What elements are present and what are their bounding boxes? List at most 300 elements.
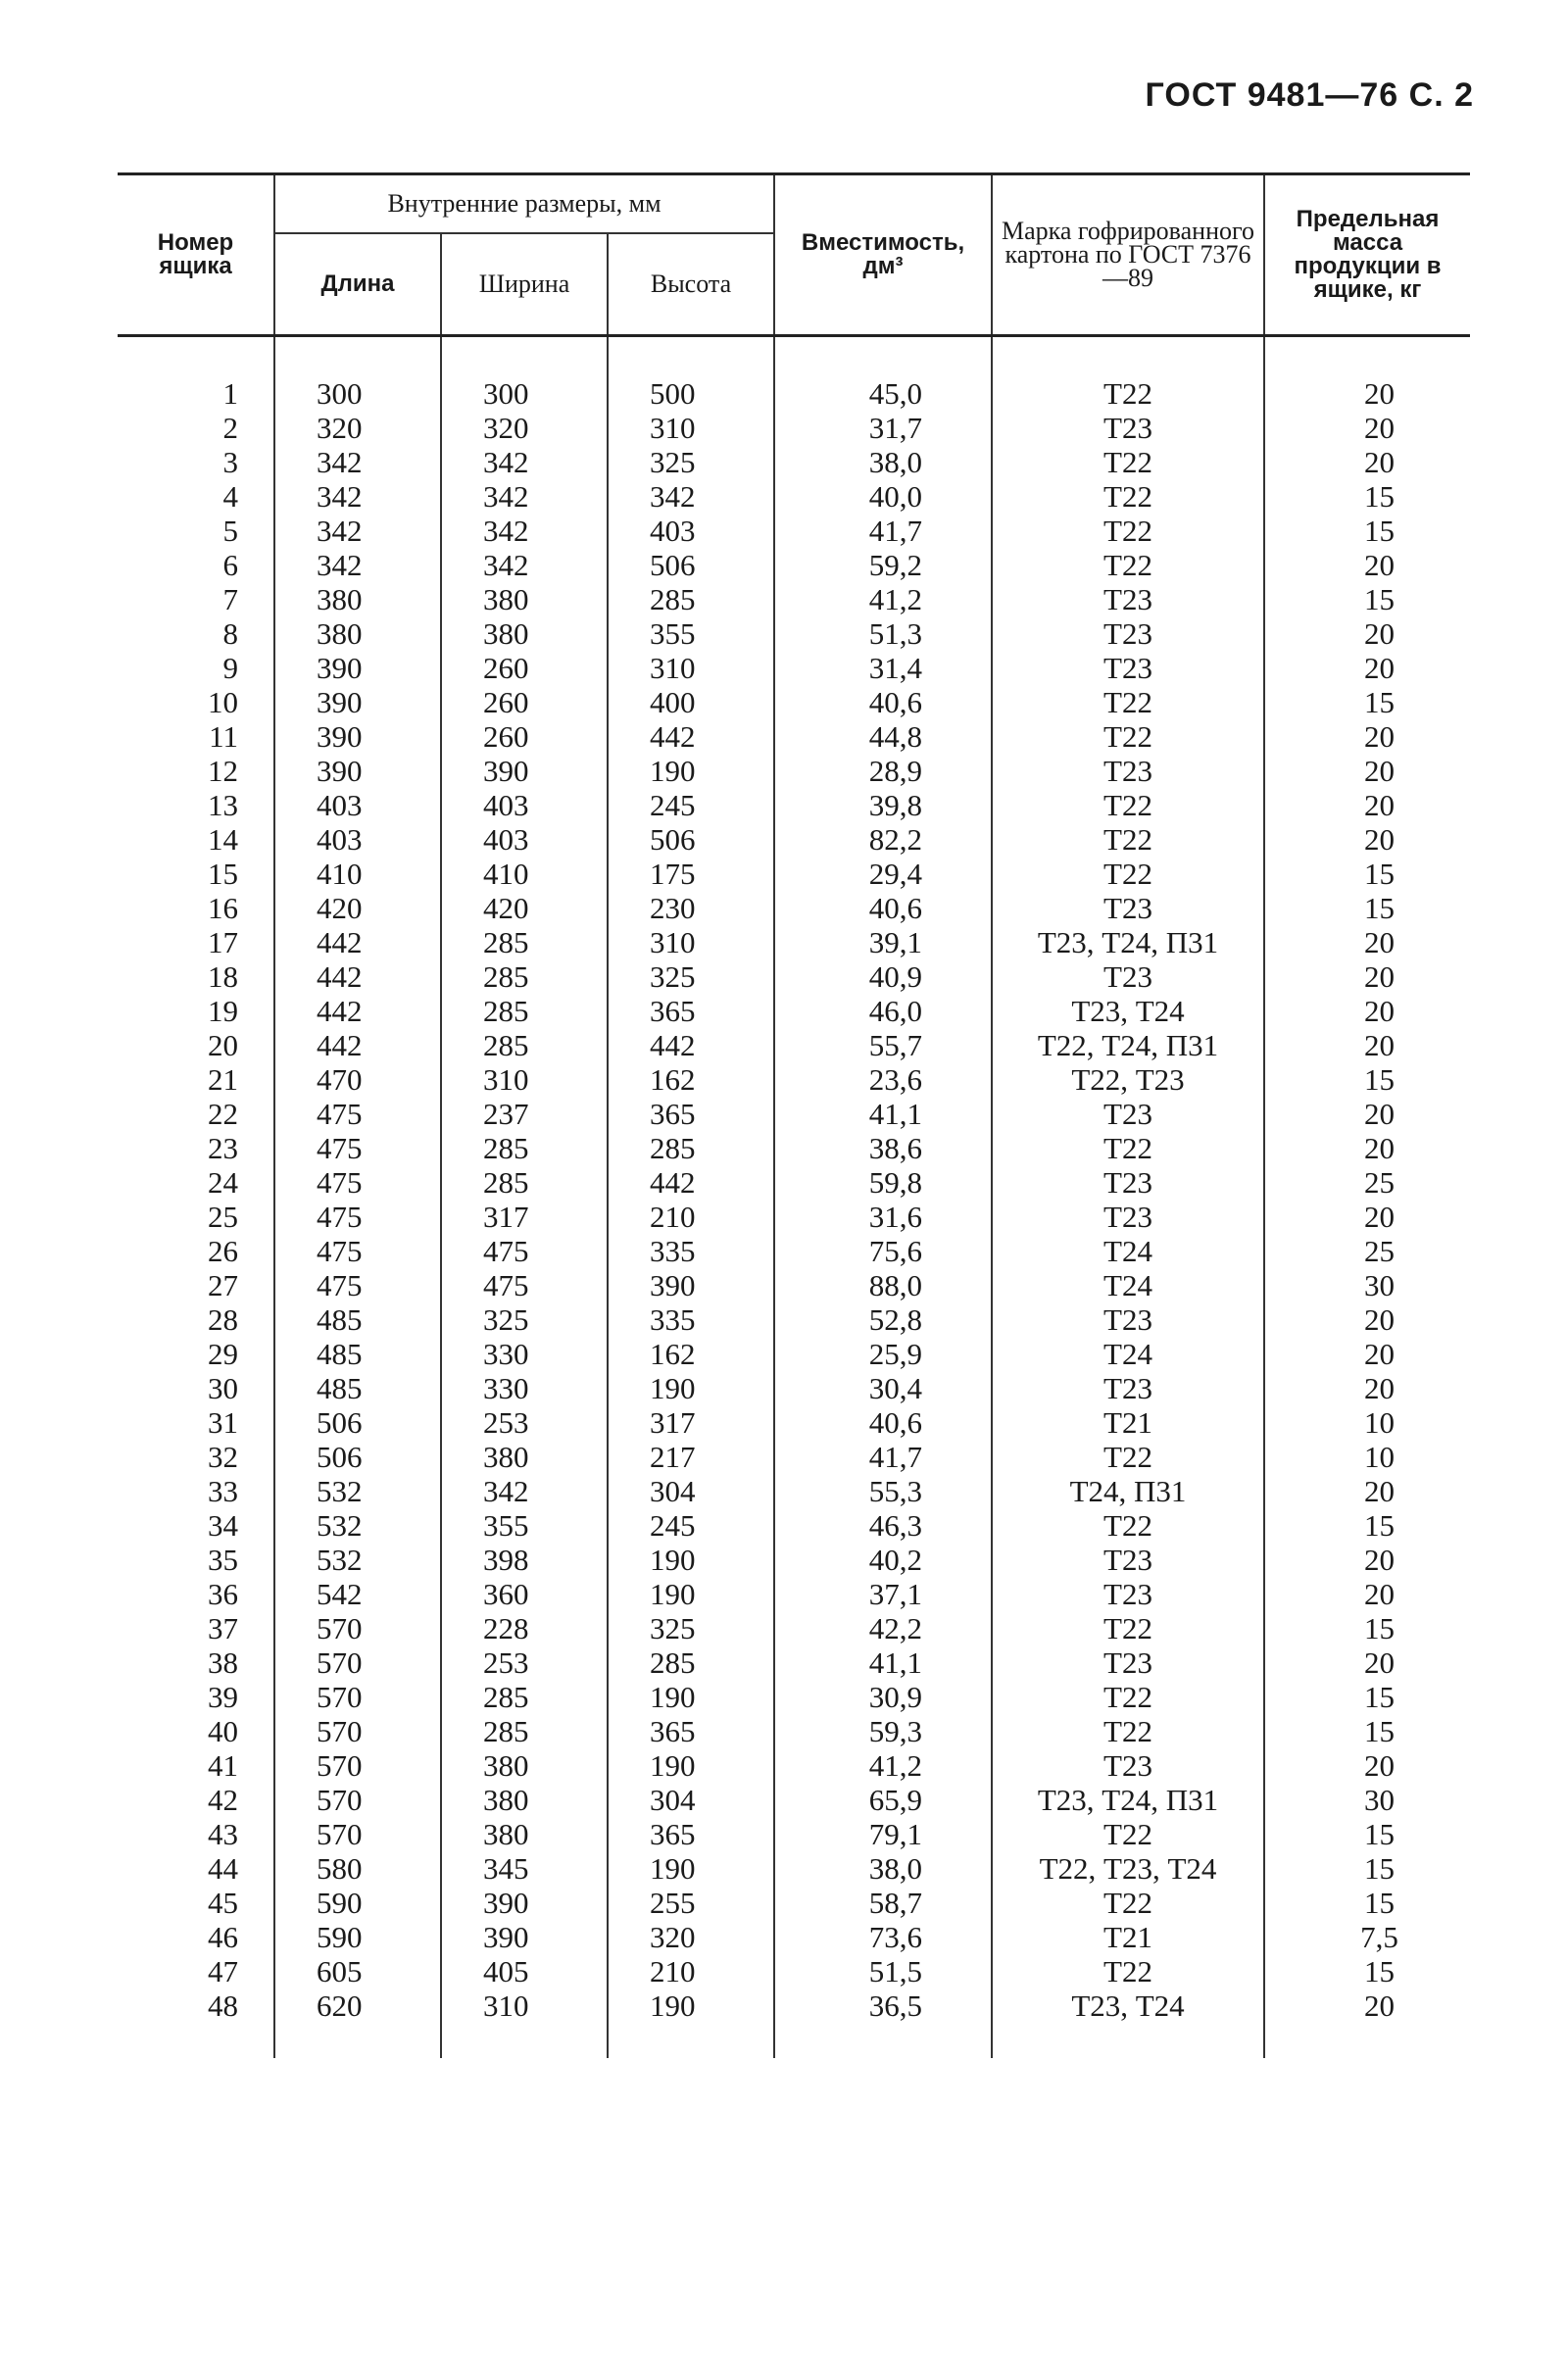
cell-box-number: 42	[208, 1783, 238, 1817]
cell-box-number: 16	[208, 891, 238, 925]
cell-max-mass: 10	[1264, 1405, 1470, 1440]
cell-box-number: 37	[208, 1611, 238, 1645]
header-max-mass: Предельная масса продукции в ящике, кг	[1264, 174, 1470, 336]
cell-width: 410	[441, 857, 608, 891]
cell-height: 325	[608, 959, 774, 994]
cell-width: 342	[441, 1474, 608, 1508]
cell-box-number: 17	[208, 925, 238, 959]
cell-capacity: 44,8	[774, 719, 992, 754]
cell-height: 310	[608, 651, 774, 685]
cell-width: 237	[441, 1097, 608, 1131]
cell-capacity: 28,9	[774, 754, 992, 788]
cell-board-grade: Т23	[992, 1165, 1264, 1200]
cell-height: 210	[608, 1200, 774, 1234]
cell-height: 325	[608, 445, 774, 479]
cell-width: 390	[441, 754, 608, 788]
cell-board-grade: Т22	[992, 788, 1264, 822]
cell-height: 245	[608, 1508, 774, 1543]
cell-max-mass: 20	[1264, 616, 1470, 651]
cell-max-mass: 20	[1264, 376, 1470, 411]
cell-board-grade: Т22	[992, 719, 1264, 754]
cell-box-number: 41	[208, 1748, 238, 1783]
cell-capacity: 30,4	[774, 1371, 992, 1405]
cell-max-mass: 7,5	[1264, 1920, 1470, 1954]
cell-width: 342	[441, 548, 608, 582]
cell-max-mass: 15	[1264, 1851, 1470, 1886]
table-spacer-row	[118, 336, 1470, 377]
cell-board-grade: Т22, Т23, Т24	[992, 1851, 1264, 1886]
cell-max-mass: 15	[1264, 1508, 1470, 1543]
cell-max-mass: 20	[1264, 925, 1470, 959]
cell-capacity: 31,4	[774, 651, 992, 685]
table-row	[118, 1508, 1470, 1543]
cell-length: 442	[274, 1028, 441, 1062]
cell-height: 442	[608, 1165, 774, 1200]
cell-box-number: 21	[208, 1062, 238, 1097]
table-header	[118, 174, 1470, 336]
cell-length: 342	[274, 514, 441, 548]
header-height: Высота	[608, 233, 774, 336]
cell-box-number: 20	[208, 1028, 238, 1062]
cell-max-mass: 20	[1264, 651, 1470, 685]
cell-board-grade: Т24	[992, 1337, 1264, 1371]
cell-board-grade: Т23	[992, 1577, 1264, 1611]
cell-width: 330	[441, 1371, 608, 1405]
cell-box-number: 36	[208, 1577, 238, 1611]
cell-height: 442	[608, 719, 774, 754]
cell-board-grade: Т22, Т23	[992, 1062, 1264, 1097]
cell-capacity: 23,6	[774, 1062, 992, 1097]
cell-max-mass: 15	[1264, 582, 1470, 616]
cell-width: 285	[441, 994, 608, 1028]
cell-board-grade: Т22	[992, 1886, 1264, 1920]
cell-height: 400	[608, 685, 774, 719]
cell-box-number: 10	[208, 685, 238, 719]
cell-height: 335	[608, 1302, 774, 1337]
cell-height: 245	[608, 788, 774, 822]
cell-board-grade: Т22	[992, 1611, 1264, 1645]
cell-width: 253	[441, 1645, 608, 1680]
cell-height: 190	[608, 1988, 774, 2023]
cell-max-mass: 15	[1264, 685, 1470, 719]
cell-board-grade: Т23	[992, 1645, 1264, 1680]
cell-length: 475	[274, 1131, 441, 1165]
table-row	[118, 1543, 1470, 1577]
table-row	[118, 925, 1470, 959]
cell-capacity: 46,3	[774, 1508, 992, 1543]
cell-capacity: 30,9	[774, 1680, 992, 1714]
table-row	[118, 1405, 1470, 1440]
cell-box-number: 44	[208, 1851, 238, 1886]
cell-board-grade: Т22	[992, 445, 1264, 479]
cell-height: 500	[608, 376, 774, 411]
cell-length: 570	[274, 1611, 441, 1645]
table-row	[118, 479, 1470, 514]
cell-box-number: 7	[222, 582, 238, 616]
cell-board-grade: Т22	[992, 1131, 1264, 1165]
cell-board-grade: Т22	[992, 1508, 1264, 1543]
cell-width: 380	[441, 1748, 608, 1783]
cell-length: 390	[274, 685, 441, 719]
cell-capacity: 41,7	[774, 1440, 992, 1474]
cell-max-mass: 20	[1264, 548, 1470, 582]
cell-max-mass: 15	[1264, 1954, 1470, 1988]
cell-length: 532	[274, 1543, 441, 1577]
cell-length: 403	[274, 788, 441, 822]
table-row	[118, 1817, 1470, 1851]
table-row	[118, 822, 1470, 857]
cell-height: 365	[608, 1097, 774, 1131]
cell-board-grade: Т24	[992, 1234, 1264, 1268]
cell-width: 285	[441, 1680, 608, 1714]
table-row	[118, 1337, 1470, 1371]
cell-capacity: 38,6	[774, 1131, 992, 1165]
cell-height: 365	[608, 1817, 774, 1851]
cell-box-number: 12	[208, 754, 238, 788]
table-row	[118, 376, 1470, 411]
cell-capacity: 40,6	[774, 685, 992, 719]
cell-max-mass: 15	[1264, 479, 1470, 514]
cell-capacity: 65,9	[774, 1783, 992, 1817]
cell-capacity: 41,2	[774, 1748, 992, 1783]
cell-height: 390	[608, 1268, 774, 1302]
cell-width: 310	[441, 1988, 608, 2023]
cell-max-mass: 15	[1264, 891, 1470, 925]
cell-capacity: 75,6	[774, 1234, 992, 1268]
cell-height: 365	[608, 1714, 774, 1748]
cell-board-grade: Т22	[992, 1714, 1264, 1748]
cell-width: 342	[441, 445, 608, 479]
cell-width: 260	[441, 651, 608, 685]
header-box-number: Номер ящика	[157, 229, 234, 279]
header-width: Ширина	[441, 233, 608, 336]
cell-width: 355	[441, 1508, 608, 1543]
cell-max-mass: 20	[1264, 1474, 1470, 1508]
cell-width: 285	[441, 1028, 608, 1062]
cell-width: 390	[441, 1920, 608, 1954]
cell-box-number: 38	[208, 1645, 238, 1680]
table-row	[118, 1783, 1470, 1817]
cell-board-grade: Т23, Т24, П31	[992, 925, 1264, 959]
table-row	[118, 1097, 1470, 1131]
table-row	[118, 651, 1470, 685]
cell-length: 570	[274, 1714, 441, 1748]
cell-height: 442	[608, 1028, 774, 1062]
cell-height: 506	[608, 548, 774, 582]
table-row	[118, 1851, 1470, 1886]
cell-max-mass: 30	[1264, 1268, 1470, 1302]
cell-max-mass: 30	[1264, 1783, 1470, 1817]
cell-capacity: 55,3	[774, 1474, 992, 1508]
cell-board-grade: Т23	[992, 959, 1264, 994]
cell-length: 485	[274, 1302, 441, 1337]
cell-capacity: 51,5	[774, 1954, 992, 1988]
cell-box-number: 24	[208, 1165, 238, 1200]
cell-height: 190	[608, 1748, 774, 1783]
cell-length: 485	[274, 1371, 441, 1405]
cell-width: 285	[441, 959, 608, 994]
cell-board-grade: Т23	[992, 891, 1264, 925]
cell-box-number: 15	[208, 857, 238, 891]
cell-length: 380	[274, 616, 441, 651]
cell-capacity: 40,2	[774, 1543, 992, 1577]
cell-length: 390	[274, 719, 441, 754]
cell-length: 506	[274, 1440, 441, 1474]
cell-capacity: 41,1	[774, 1645, 992, 1680]
cell-length: 390	[274, 651, 441, 685]
cell-height: 190	[608, 1680, 774, 1714]
cell-length: 590	[274, 1920, 441, 1954]
table-body	[118, 336, 1470, 2059]
cell-capacity: 59,8	[774, 1165, 992, 1200]
cell-height: 162	[608, 1062, 774, 1097]
cell-max-mass: 20	[1264, 788, 1470, 822]
table-row	[118, 959, 1470, 994]
table-row	[118, 1988, 1470, 2023]
cell-width: 403	[441, 822, 608, 857]
table-row	[118, 582, 1470, 616]
cell-height: 285	[608, 1645, 774, 1680]
table-row	[118, 445, 1470, 479]
cell-box-number: 43	[208, 1817, 238, 1851]
cell-capacity: 82,2	[774, 822, 992, 857]
cell-board-grade: Т22, Т24, П31	[992, 1028, 1264, 1062]
cell-max-mass: 20	[1264, 1371, 1470, 1405]
cell-height: 175	[608, 857, 774, 891]
table-row	[118, 994, 1470, 1028]
cell-length: 542	[274, 1577, 441, 1611]
cell-box-number: 46	[208, 1920, 238, 1954]
cell-box-number: 11	[209, 719, 238, 754]
cell-height: 217	[608, 1440, 774, 1474]
cell-box-number: 47	[208, 1954, 238, 1988]
cell-max-mass: 15	[1264, 1680, 1470, 1714]
cell-length: 570	[274, 1748, 441, 1783]
cell-board-grade: Т22	[992, 514, 1264, 548]
cell-width: 342	[441, 514, 608, 548]
box-dimensions-table	[118, 172, 1470, 2058]
cell-box-number: 33	[208, 1474, 238, 1508]
header-inner-dimensions: Внутренние размеры, мм	[274, 174, 774, 234]
cell-board-grade: Т22	[992, 376, 1264, 411]
cell-box-number: 35	[208, 1543, 238, 1577]
cell-board-grade: Т23, Т24, П31	[992, 1783, 1264, 1817]
cell-max-mass: 15	[1264, 1062, 1470, 1097]
cell-max-mass: 20	[1264, 1302, 1470, 1337]
table-row	[118, 1234, 1470, 1268]
cell-height: 230	[608, 891, 774, 925]
cell-capacity: 51,3	[774, 616, 992, 651]
cell-capacity: 59,2	[774, 548, 992, 582]
table-row	[118, 1577, 1470, 1611]
table-row	[118, 1131, 1470, 1165]
cell-length: 620	[274, 1988, 441, 2023]
cell-width: 342	[441, 479, 608, 514]
cell-board-grade: Т23, Т24	[992, 1988, 1264, 2023]
cell-length: 532	[274, 1474, 441, 1508]
cell-length: 475	[274, 1165, 441, 1200]
cell-max-mass: 20	[1264, 1748, 1470, 1783]
cell-width: 345	[441, 1851, 608, 1886]
table-row	[118, 1440, 1470, 1474]
cell-height: 190	[608, 1577, 774, 1611]
cell-length: 390	[274, 754, 441, 788]
cell-capacity: 29,4	[774, 857, 992, 891]
cell-length: 485	[274, 1337, 441, 1371]
cell-capacity: 55,7	[774, 1028, 992, 1062]
cell-length: 470	[274, 1062, 441, 1097]
cell-box-number: 29	[208, 1337, 238, 1371]
cell-capacity: 46,0	[774, 994, 992, 1028]
cell-capacity: 79,1	[774, 1817, 992, 1851]
cell-board-grade: Т21	[992, 1920, 1264, 1954]
cell-capacity: 38,0	[774, 445, 992, 479]
cell-width: 325	[441, 1302, 608, 1337]
cell-board-grade: Т22	[992, 857, 1264, 891]
cell-box-number: 40	[208, 1714, 238, 1748]
cell-board-grade: Т22	[992, 1440, 1264, 1474]
cell-width: 475	[441, 1268, 608, 1302]
cell-height: 304	[608, 1783, 774, 1817]
cell-max-mass: 20	[1264, 1543, 1470, 1577]
table-row	[118, 1645, 1470, 1680]
cell-length: 570	[274, 1783, 441, 1817]
cell-box-number: 27	[208, 1268, 238, 1302]
cell-board-grade: Т23	[992, 1200, 1264, 1234]
cell-height: 285	[608, 1131, 774, 1165]
table-row	[118, 891, 1470, 925]
cell-width: 380	[441, 1440, 608, 1474]
cell-length: 442	[274, 959, 441, 994]
table-row	[118, 1680, 1470, 1714]
running-title: ГОСТ 9481—76 С. 2	[1145, 76, 1474, 114]
table-row	[118, 685, 1470, 719]
table-row	[118, 1954, 1470, 1988]
cell-max-mass: 20	[1264, 1645, 1470, 1680]
cell-board-grade: Т23	[992, 1543, 1264, 1577]
cell-box-number: 5	[222, 514, 238, 548]
cell-capacity: 41,1	[774, 1097, 992, 1131]
cell-board-grade: Т23	[992, 651, 1264, 685]
cell-capacity: 31,7	[774, 411, 992, 445]
cell-capacity: 40,6	[774, 1405, 992, 1440]
cell-max-mass: 20	[1264, 1131, 1470, 1165]
cell-box-number: 31	[208, 1405, 238, 1440]
header-capacity: Вместимость, дм³	[774, 174, 992, 336]
cell-height: 317	[608, 1405, 774, 1440]
cell-width: 228	[441, 1611, 608, 1645]
table-row	[118, 1200, 1470, 1234]
table-row	[118, 1062, 1470, 1097]
cell-box-number: 28	[208, 1302, 238, 1337]
cell-width: 320	[441, 411, 608, 445]
table-row	[118, 1302, 1470, 1337]
cell-box-number: 30	[208, 1371, 238, 1405]
cell-length: 442	[274, 925, 441, 959]
cell-capacity: 41,7	[774, 514, 992, 548]
cell-length: 403	[274, 822, 441, 857]
cell-box-number: 1	[222, 376, 238, 411]
cell-length: 570	[274, 1817, 441, 1851]
cell-height: 355	[608, 616, 774, 651]
cell-max-mass: 15	[1264, 1714, 1470, 1748]
cell-box-number: 23	[208, 1131, 238, 1165]
table-row	[118, 788, 1470, 822]
cell-length: 506	[274, 1405, 441, 1440]
cell-height: 342	[608, 479, 774, 514]
table-row	[118, 411, 1470, 445]
cell-length: 570	[274, 1680, 441, 1714]
cell-box-number: 9	[222, 651, 238, 685]
cell-board-grade: Т22	[992, 1817, 1264, 1851]
cell-width: 285	[441, 1131, 608, 1165]
cell-box-number: 39	[208, 1680, 238, 1714]
cell-box-number: 3	[222, 445, 238, 479]
table-row	[118, 548, 1470, 582]
cell-width: 330	[441, 1337, 608, 1371]
cell-height: 190	[608, 1851, 774, 1886]
cell-capacity: 40,6	[774, 891, 992, 925]
cell-width: 380	[441, 1817, 608, 1851]
cell-width: 390	[441, 1886, 608, 1920]
cell-board-grade: Т23, Т24	[992, 994, 1264, 1028]
cell-width: 403	[441, 788, 608, 822]
cell-capacity: 45,0	[774, 376, 992, 411]
cell-capacity: 58,7	[774, 1886, 992, 1920]
cell-capacity: 39,8	[774, 788, 992, 822]
cell-width: 317	[441, 1200, 608, 1234]
cell-length: 300	[274, 376, 441, 411]
cell-height: 403	[608, 514, 774, 548]
cell-width: 260	[441, 685, 608, 719]
table-row	[118, 1028, 1470, 1062]
cell-length: 410	[274, 857, 441, 891]
cell-board-grade: Т22	[992, 1954, 1264, 1988]
cell-width: 475	[441, 1234, 608, 1268]
table-row	[118, 1920, 1470, 1954]
cell-width: 360	[441, 1577, 608, 1611]
cell-length: 342	[274, 445, 441, 479]
cell-length: 590	[274, 1886, 441, 1920]
cell-length: 442	[274, 994, 441, 1028]
cell-height: 210	[608, 1954, 774, 1988]
cell-capacity: 39,1	[774, 925, 992, 959]
cell-max-mass: 15	[1264, 514, 1470, 548]
cell-max-mass: 20	[1264, 1337, 1470, 1371]
cell-box-number: 14	[208, 822, 238, 857]
cell-width: 285	[441, 925, 608, 959]
cell-box-number: 13	[208, 788, 238, 822]
cell-max-mass: 10	[1264, 1440, 1470, 1474]
cell-max-mass: 15	[1264, 1611, 1470, 1645]
cell-capacity: 59,3	[774, 1714, 992, 1748]
cell-max-mass: 20	[1264, 411, 1470, 445]
cell-capacity: 31,6	[774, 1200, 992, 1234]
cell-width: 300	[441, 376, 608, 411]
cell-height: 365	[608, 994, 774, 1028]
cell-width: 310	[441, 1062, 608, 1097]
cell-capacity: 36,5	[774, 1988, 992, 2023]
cell-capacity: 25,9	[774, 1337, 992, 1371]
cell-board-grade: Т24	[992, 1268, 1264, 1302]
cell-box-number: 34	[208, 1508, 238, 1543]
cell-max-mass: 20	[1264, 959, 1470, 994]
cell-height: 310	[608, 925, 774, 959]
cell-capacity: 40,0	[774, 479, 992, 514]
cell-width: 398	[441, 1543, 608, 1577]
cell-length: 532	[274, 1508, 441, 1543]
table-tail-row	[118, 2023, 1470, 2058]
